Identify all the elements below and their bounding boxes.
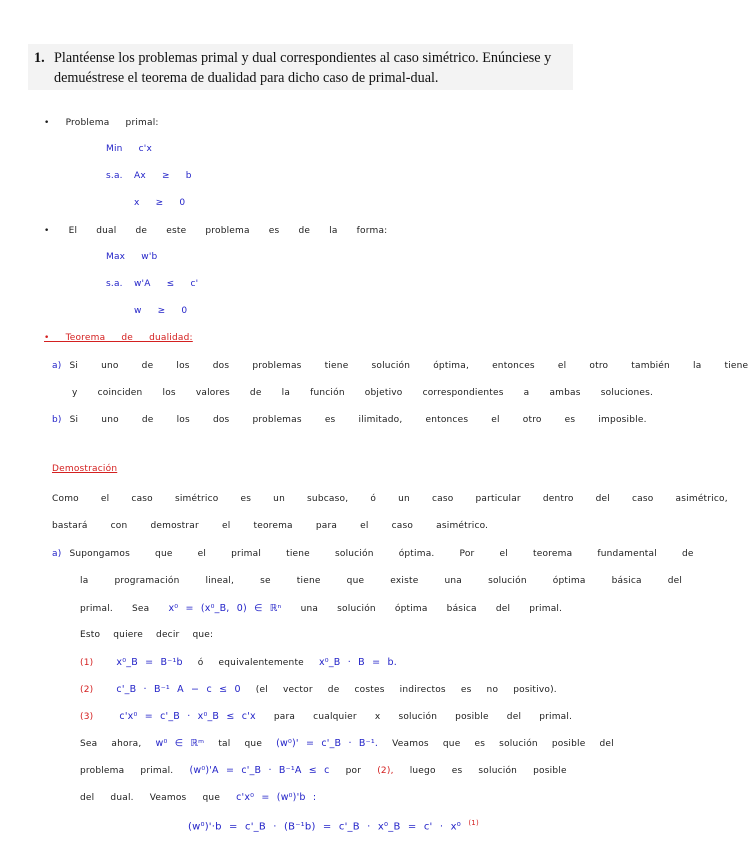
line-dual bbox=[80, 792, 316, 803]
dual-constraint: w'A ≤ c' bbox=[134, 279, 199, 289]
theorem-heading: • Teorema de dualidad: bbox=[44, 333, 193, 343]
primal-constraint-label: s.a. bbox=[106, 171, 123, 181]
proof-a-line4: Esto quiere decir que: bbox=[80, 630, 214, 640]
theorem-a-line1 bbox=[52, 361, 748, 371]
proof-intro-2: bastará con demostrar el teorema para el caso asimétrico. bbox=[52, 521, 489, 531]
proof-heading: Demostración bbox=[52, 464, 118, 474]
item1-math2: x⁰_B · B = b. bbox=[318, 657, 397, 668]
proof-a-text: Supongamos que el primal tiene solución óptima. Por el teorema fundamental de bbox=[69, 549, 694, 559]
line-sea-math: w⁰ ∈ ℝᵐ bbox=[155, 738, 205, 749]
item3-mark: (3) bbox=[80, 712, 94, 722]
line-prob-pre: problema primal. bbox=[80, 766, 174, 776]
item2-mark: (2) bbox=[80, 685, 94, 695]
theorem-b-line1 bbox=[52, 415, 647, 425]
dual-constraint-label: s.a. bbox=[106, 279, 123, 289]
item3-math: c'x⁰ = c'_B · x⁰_B ≤ c'x bbox=[119, 711, 256, 722]
line-prob-mid: por bbox=[345, 766, 362, 776]
item-2 bbox=[80, 684, 557, 695]
final-eq-ref: (1) bbox=[468, 819, 479, 827]
proof-intro-1: Como el caso simétrico es un subcaso, ó un caso particular dentro del caso asimétrico, bbox=[52, 494, 728, 504]
item3-post: para cualquier x solución posible del primal. bbox=[273, 712, 573, 722]
proof-a-line3-math: x⁰ = (x⁰_B, 0) ∈ ℝⁿ bbox=[168, 603, 282, 614]
proof-a-line2: la programación lineal, se tiene que existe una solución óptima básica del bbox=[80, 576, 683, 586]
item-1 bbox=[80, 657, 397, 668]
item2-math: c'_B · B⁻¹ A − c ≤ 0 bbox=[116, 684, 241, 695]
primal-objective: Min c'x bbox=[106, 144, 152, 154]
line-dual-math: c'x⁰ = (w⁰)'b : bbox=[236, 792, 317, 803]
dual-nonneg: w ≥ 0 bbox=[134, 306, 188, 316]
item1-math: x⁰_B = B⁻¹b bbox=[116, 657, 183, 668]
line-prob-math: (w⁰)'A = c'_B · B⁻¹A ≤ c bbox=[189, 765, 330, 776]
dual-intro: • El dual de este problema es de la forma: bbox=[44, 226, 388, 236]
item1-mid: ó equivalentemente bbox=[197, 658, 304, 668]
question-box bbox=[28, 44, 573, 90]
line-sea bbox=[80, 738, 614, 749]
final-eq-text: (w⁰)'·b = c'_B · (B⁻¹b) = c'_B · x⁰_B = c' · x⁰ bbox=[188, 821, 461, 833]
proof-a-mark: a) bbox=[52, 549, 62, 559]
proof-a-line3-pre: primal. Sea bbox=[80, 604, 150, 614]
primal-nonneg: x ≥ 0 bbox=[134, 198, 186, 208]
proof-a-line3 bbox=[80, 603, 562, 614]
primal-constraint: Ax ≥ b bbox=[134, 171, 192, 181]
primal-heading: • Problema primal: bbox=[44, 118, 159, 128]
item-3 bbox=[80, 711, 572, 722]
theorem-a-mark: a) bbox=[52, 361, 62, 371]
line-prob-ref: (2), bbox=[377, 766, 394, 776]
final-equation bbox=[188, 819, 479, 832]
line-sea-pre: Sea ahora, bbox=[80, 739, 142, 749]
theorem-a-line2: y coinciden los valores de la función objetivo correspondientes a ambas soluciones. bbox=[72, 388, 654, 398]
line-sea-post: Veamos que es solución posible del bbox=[392, 739, 614, 749]
question-text: Plantéense los problemas primal y dual correspondientes al caso simétrico. Enúnciese y demuéstrese el teorema de dualidad para dicho caso de primal-dual. bbox=[54, 50, 552, 86]
line-sea-mid: tal que bbox=[218, 739, 263, 749]
line-prob-post: luego es solución posible bbox=[409, 766, 567, 776]
item2-post: (el vector de costes indirectos es no positivo). bbox=[255, 685, 557, 695]
line-dual-pre: del dual. Veamos que bbox=[80, 793, 221, 803]
theorem-b-text: Si uno de los dos problemas es ilimitado, entonces el otro es imposible. bbox=[69, 415, 647, 425]
line-sea-math2: (w⁰)' = c'_B · B⁻¹. bbox=[276, 738, 379, 749]
theorem-b-mark: b) bbox=[52, 415, 62, 425]
item1-mark: (1) bbox=[80, 658, 94, 668]
proof-a-line3-post: una solución óptima básica del primal. bbox=[300, 604, 563, 614]
question-number: 1. bbox=[34, 50, 45, 66]
proof-a-line1 bbox=[52, 549, 694, 559]
line-prob bbox=[80, 765, 567, 776]
dual-objective: Max w'b bbox=[106, 252, 158, 262]
theorem-a-text: Si uno de los dos problemas tiene solución óptima, entonces el otro también la tiene bbox=[69, 361, 748, 371]
